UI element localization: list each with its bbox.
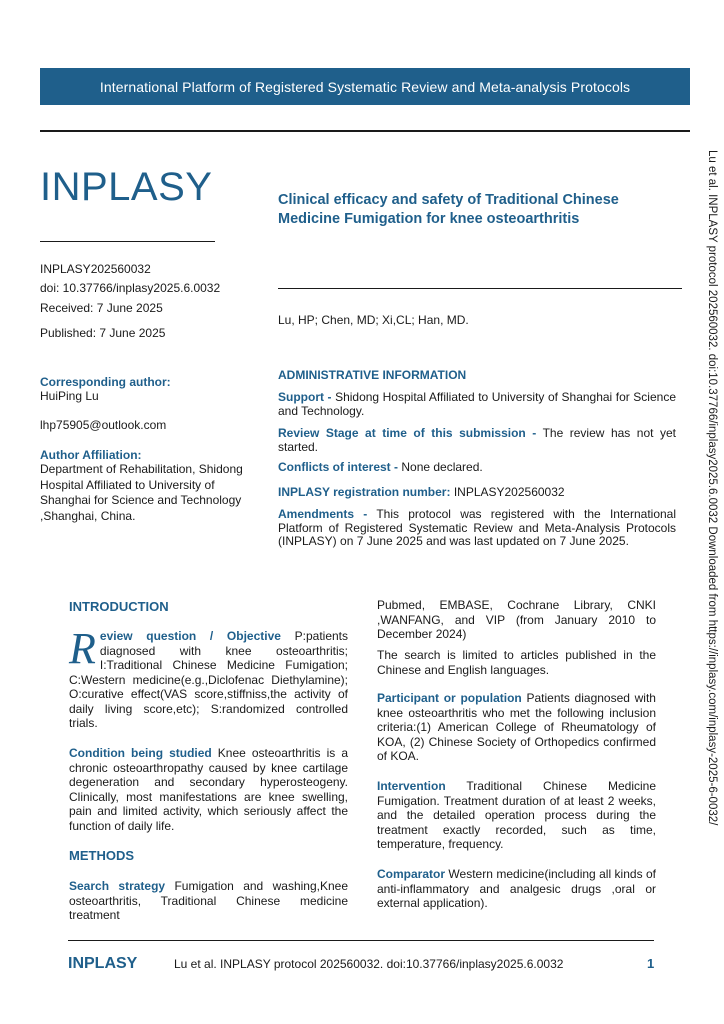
admin-registration (278, 486, 676, 500)
side-citation: Lu et al. INPLASY protocol 202560032. doi:10.37766/inplasy2025.6.0032 Downloaded from https://inplasy.com/inplasy-2025-6-0032/ (706, 150, 718, 826)
corresponding-label-text: Corresponding author: (40, 375, 171, 389)
review-question-para (69, 624, 349, 731)
search-strategy-para (69, 879, 348, 923)
footer-rule (68, 940, 654, 941)
conflicts-label: Conflicts of interest - (278, 460, 399, 474)
comparator-para (377, 867, 656, 911)
support-text: Shidong Hospital Affiliated to University of Shanghai for Science and Technology. (278, 390, 676, 418)
corresponding-name: HuiPing Lu (40, 389, 99, 403)
search-label: Search strategy (69, 879, 166, 893)
authors: Lu, HP; Chen, MD; Xi,CL; Han, MD. (278, 313, 469, 327)
condition-text: Knee osteoarthritis is a chronic osteoarthropathy caused by knee cartilage degeneration and secondary hyperosteogeny. Clinically, most manifestations are knee swelling, pain and limited activity, which seriously affect the function of daily life. (69, 746, 348, 833)
registration-text: INPLASY202560032 (450, 485, 565, 499)
footer-logo: INPLASY (68, 955, 138, 972)
stage-label: Review Stage at time of this submission - (278, 426, 537, 440)
amendments-label: Amendments - (278, 507, 368, 521)
corresponding-email[interactable]: lhp75905@outlook.com (40, 418, 167, 432)
dropcap: R (69, 624, 96, 673)
page-number: 1 (647, 956, 655, 971)
review-question-label: eview question / Objective (99, 629, 281, 643)
participants-label: Participant or population (377, 691, 522, 705)
inplasy-logo: INPLASY (40, 165, 213, 209)
condition-para (69, 746, 348, 833)
published-date: Published: 7 June 2025 (40, 326, 166, 340)
search-limit: The search is limited to articles published in the Chinese and English languages. (377, 648, 656, 677)
comparator-text: Western medicine(including all kinds of anti-inflammatory and analgesic drugs ,oral or external application). (377, 867, 656, 910)
search-continued: Pubmed, EMBASE, Cochrane Library, CNKI ,WANFANG, and VIP (from January 2010 to December 2024) (377, 598, 656, 641)
participants-text: Patients diagnosed with knee osteoarthritis who met the following inclusion criteria:(1) American College of Rheumatology of KOA, (2) Chinese Society of Orthopedics confirmed of KOA. (377, 691, 656, 763)
affiliation-text: Department of Rehabilitation, Shidong Hospital Affiliated to University of Shanghai for Science and Technology ,Shanghai, China. (40, 462, 243, 523)
admin-amendments (278, 508, 676, 549)
paper-title: Clinical efficacy and safety of Traditional Chinese Medicine Fumigation for knee osteoarthritis (278, 192, 619, 227)
stage-text: The review has not yet started. (278, 426, 676, 454)
conflicts-text: None declared. (398, 460, 483, 474)
doi[interactable]: doi: 10.37766/inplasy2025.6.0032 (40, 281, 221, 295)
header-banner (40, 68, 690, 105)
intervention-label: Intervention (377, 779, 446, 793)
logo-rule (40, 241, 215, 242)
methods-heading: METHODS (69, 848, 134, 863)
review-question-text: P:patients diagnosed with knee osteoarthritis; I:Traditional Chinese Medicine Fumigation; C:Western medicine(e.g.,Diclofenac Diethylamine); O:curative effect(VAS score,stiffniss,the activity of daily living score,etc); S:randomized controlled trials. (69, 629, 349, 730)
intervention-para (377, 779, 656, 852)
admin-stage (278, 427, 676, 454)
banner-text: International Platform of Registered Systematic Review and Meta-analysis Protocols (99, 78, 631, 95)
comparator-label: Comparator (377, 867, 446, 881)
admin-heading: ADMINISTRATIVE INFORMATION (278, 368, 467, 382)
title-rule (278, 288, 682, 289)
footer-citation: Lu et al. INPLASY protocol 202560032. doi:10.37766/inplasy2025.6.0032 (174, 957, 564, 971)
participants-para (377, 691, 656, 764)
search-text: Fumigation and washing,Knee osteoarthritis, Traditional Chinese medicine treatment (69, 879, 348, 922)
protocol-id: INPLASY202560032 (40, 262, 151, 276)
amendments-text: This protocol was registered with the International Platform of Registered Systematic Review and Meta-Analysis Protocols (INPLASY) on 7 June 2025 and was last updated on 7 June 2025. (278, 507, 676, 548)
header-rule (40, 130, 690, 132)
condition-label: Condition being studied (69, 746, 212, 760)
registration-label: INPLASY registration number: (278, 485, 451, 499)
affiliation-label-text: Author Affiliation: (40, 448, 142, 462)
support-label: Support - (278, 390, 332, 404)
admin-conflicts (278, 461, 676, 475)
received-date: Received: 7 June 2025 (40, 301, 163, 315)
admin-support (278, 391, 676, 418)
intervention-text: Traditional Chinese Medicine Fumigation. Treatment duration of at least 2 weeks, and the detailed operation process during the treatment exactly recorded, such as time, temperature, frequency. (377, 779, 656, 851)
introduction-heading: INTRODUCTION (69, 599, 169, 614)
